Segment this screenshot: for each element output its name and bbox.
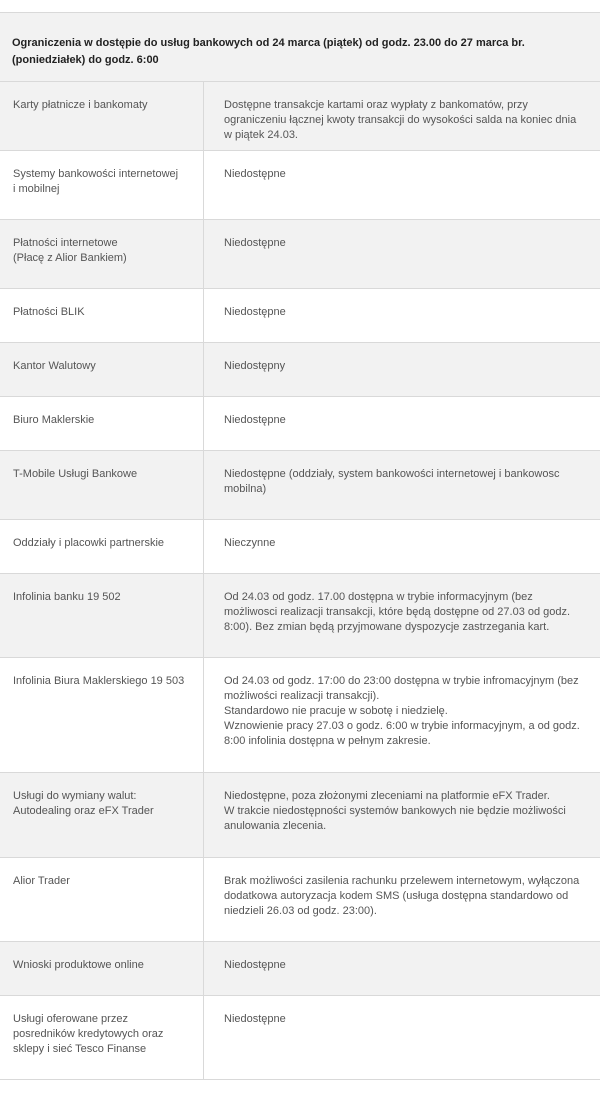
service-status: Niedostępne	[224, 306, 286, 318]
service-status: Niedostępne	[224, 1013, 286, 1025]
table-row	[0, 574, 600, 658]
service-status: Od 24.03 od godz. 17:00 do 23:00 dostępna w trybie infromacyjnym (bez możliwości realizacji transakcji). Standardowo nie pracuje w sobotę i niedzielę. Wznowienie pracy 27.03 o godz. 6:00 w trybie informacyjnym, a od godz. 8:00 infolinia dostępna w pełnym zakresie.	[224, 675, 580, 747]
service-name: Płatności BLIK	[0, 289, 204, 342]
service-name: Usługi oferowane przez posredników kredytowych oraz sklepy i sieć Tesco Finanse	[0, 996, 204, 1079]
service-name: Infolinia banku 19 502	[0, 574, 204, 657]
service-status: Brak możliwości zasilenia rachunku przelewem internetowym, wyłączona dodatkowa autoryzacja kodem SMS (usługa dostępna standardowo od niedzieli 26.03 od godz. 23:00).	[224, 875, 580, 917]
table-row	[0, 397, 600, 451]
service-name: Usługi do wymiany walut: Autodealing oraz eFX Trader	[0, 773, 204, 857]
service-name: Systemy bankowości internetowej i mobilnej	[0, 151, 204, 219]
service-name: Wnioski produktowe online	[0, 942, 204, 995]
table-header: Ograniczenia w dostępie do usług bankowych od 24 marca (piątek) od godz. 23.00 do 27 marca br. (poniedziałek) do godz. 6:00	[0, 13, 600, 82]
table-row	[0, 289, 600, 343]
service-name: T-Mobile Usługi Bankowe	[0, 451, 204, 519]
table-row	[0, 773, 600, 858]
service-status: Niedostępny	[224, 360, 286, 372]
service-name: Płatności internetowe (Płacę z Alior Bankiem)	[0, 220, 204, 288]
service-status: Od 24.03 od godz. 17.00 dostępna w trybie informacyjnym (bez możliwosci realizacji transakcji, które będą dostępne od 27.03 od godz. 8:00). Bez zmian będą przyjmowane dyspozycje zastrzegania kart.	[224, 591, 571, 633]
table-row	[0, 451, 600, 520]
table-row	[0, 151, 600, 220]
service-name: Infolinia Biura Maklerskiego 19 503	[0, 658, 204, 772]
table-row	[0, 520, 600, 574]
service-name: Karty płatnicze i bankomaty	[0, 82, 204, 150]
service-name: Kantor Walutowy	[0, 343, 204, 396]
table-row	[0, 942, 600, 996]
service-status: Niedostępne	[224, 959, 286, 971]
table-row	[0, 343, 600, 397]
service-status: Nieczynne	[224, 537, 276, 549]
service-name: Biuro Maklerskie	[0, 397, 204, 450]
restrictions-table	[0, 12, 600, 1080]
service-status: Niedostępne	[224, 414, 286, 426]
service-status: Niedostępne (oddziały, system bankowości internetowej i bankowosc mobilna)	[224, 468, 560, 495]
service-status: Niedostępne	[224, 237, 286, 249]
table-row	[0, 220, 600, 289]
table-row	[0, 658, 600, 773]
service-status: Niedostępne, poza złożonymi zleceniami na platformie eFX Trader. W trakcie niedostępności systemów bankowych nie będzie możliwości anulowania zlecenia.	[224, 790, 566, 832]
service-name: Alior Trader	[0, 858, 204, 941]
table-row	[0, 858, 600, 942]
service-name: Oddziały i placowki partnerskie	[0, 520, 204, 573]
table-row	[0, 996, 600, 1080]
service-status: Niedostępne	[224, 168, 286, 180]
service-status: Dostępne transakcje kartami oraz wypłaty z bankomatów, przy ograniczeniu łącznej kwoty transakcji do wysokości salda na koniec dnia w piątek 24.03.	[224, 99, 577, 141]
table-row	[0, 82, 600, 151]
